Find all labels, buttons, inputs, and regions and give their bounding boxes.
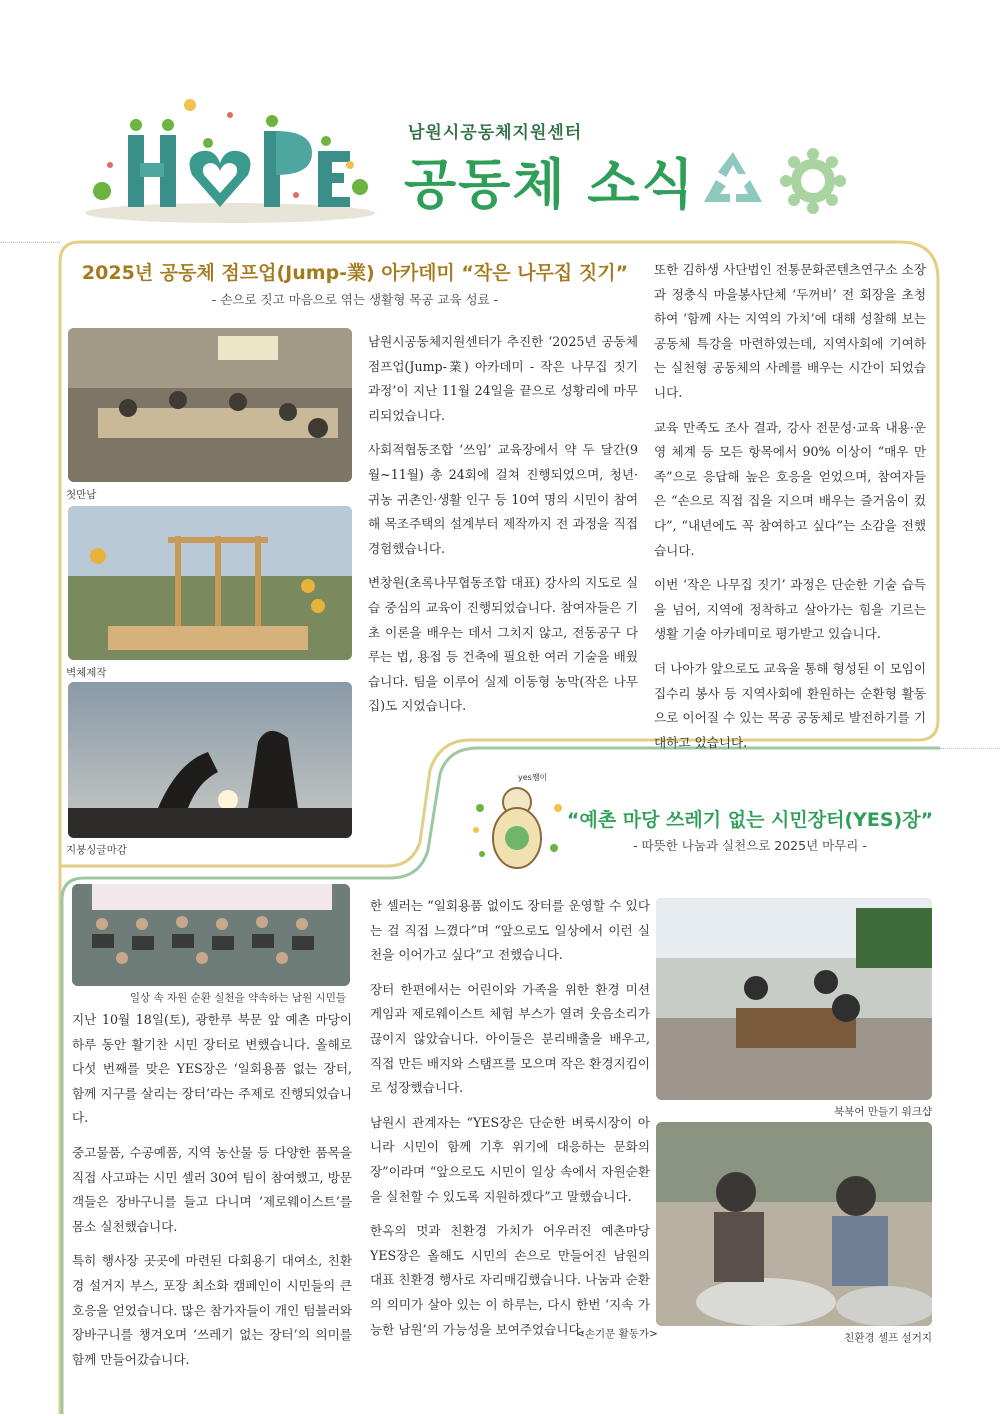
article2-column2 xyxy=(370,894,650,1352)
divider xyxy=(940,748,1000,749)
photo-caption: 지붕싱글마감 xyxy=(66,844,127,856)
byline: <손기문 활동가> xyxy=(576,1328,658,1340)
photo-caption: 벽체제작 xyxy=(66,667,107,679)
article1-title: 2025년 공동체 점프업(Jump-業) 아카데미 “작은 나무집 짓기” xyxy=(81,262,629,284)
photo-wall-build xyxy=(68,506,352,660)
paragraph: 장터 한편에서는 어린이와 가족을 위한 환경 미션 게임과 제로웨이스트 체험 부스가 열려 웃음소리가 끊이지 않았습니다. 아이들은 분리배출을 배우고, 직접 만든 배지와 스탬프를 모으며 작은 환경지킴이로 성장했습니다. xyxy=(370,981,650,1096)
paragraph: 이번 ‘작은 나무집 짓기’ 과정은 단순한 기술 습득을 넘어, 지역에 정착하고 살아가는 힘을 기르는 생활 기술 아카데미로 평가받고 있습니다. xyxy=(654,577,926,642)
photo-first-meeting xyxy=(68,328,352,482)
article1-column1 xyxy=(368,330,638,729)
gear-icon xyxy=(780,148,846,214)
paragraph: 남원시공동체지원센터가 추진한 ‘2025년 공동체 점프업(Jump-業) 아카데미 - 작은 나무집 짓기 과정’이 지난 11월 24일을 끝으로 성황리에 마무리되었습니다. xyxy=(368,334,638,423)
paragraph: 지난 10월 18일(토), 광한루 북문 앞 예촌 마당이 하루 동안 활기찬 시민 장터로 변했습니다. 올해로 다섯 번째를 맞은 YES장은 ‘일회용품 없는 장터, 함께 지구를 살리는 장터’라는 주제로 진행되었습니다. xyxy=(72,1012,352,1126)
paragraph: 교육 만족도 조사 결과, 강사 전문성·교육 내용·운영 체계 등 모든 항목에서 90% 이상이 “매우 만족”으로 응답해 높은 호응을 얻었으며, 참여자들은 “손으로 직접 집을 지으며 배우는 즐거움이 컸다”, “내년에도 꼭 참여하고 싶다”는 소감을 전했습니다. xyxy=(654,419,926,558)
article2-subtitle: - 따뜻한 나눔과 실천으로 2025년 마무리 - xyxy=(633,838,867,853)
paragraph: 더 나아가 앞으로도 교육을 통해 형성된 이 모임이 집수리 봉사 등 지역사회에 환원하는 순환형 활동으로 이어질 수 있는 목공 공동체로 발전하기를 기대하고 있습니다. xyxy=(654,660,926,750)
article2-title: “예촌 마당 쓰레기 없는 시민장터(YES)장” xyxy=(566,809,934,831)
photo-citizens-pledge xyxy=(72,884,350,986)
org-name: 남원시공동체지원센터 xyxy=(408,123,583,143)
divider xyxy=(0,242,60,243)
main-title: 공동체 소식 xyxy=(404,153,696,216)
recycle-icon xyxy=(702,150,764,206)
paragraph: 남원시 관계자는 “YES장은 단순한 벼룩시장이 아니라 시민이 함께 기후 위기에 대응하는 문화의 장”이라며 “앞으로도 시민이 일상 속에서 자원순환을 실천할 수 있도록 지원하겠다”고 말했습니다. xyxy=(370,1114,650,1204)
mascot-label: yes쨈이 xyxy=(518,773,548,782)
paragraph: 또한 김하생 사단법인 전통문화콘텐츠연구소 소장과 정충식 마을봉사단체 ‘두꺼비’ 전 회장을 초청하여 ‘함께 사는 지역의 가치’에 대해 성찰해 보는 공동체 특강을 마련하였는데, 지역사회에 기여하는 실천형 공동체의 사례를 배우는 시간이 되었습니다. xyxy=(654,262,926,400)
article1-subtitle: - 손으로 짓고 마음으로 엮는 생활형 목공 교육 성료 - xyxy=(211,292,499,307)
photo-self-dishwashing xyxy=(656,1122,932,1326)
paragraph: 한 셀러는 “일회용품 없이도 장터를 운영할 수 있다는 걸 직접 느꼈다”며 “앞으로도 일상에서 이런 실천을 이어가고 싶다”고 전했습니다. xyxy=(370,898,650,963)
article1-column2 xyxy=(654,258,926,765)
photo-caption: 일상 속 자원 순환 실천을 약속하는 남원 시민들 xyxy=(129,992,346,1004)
photo-caption: 북북어 만들기 워크샵 xyxy=(834,1106,932,1118)
photo-workshop xyxy=(656,898,932,1100)
paragraph: 한옥의 멋과 친환경 가치가 어우러진 예촌마당 YES장은 올해도 시민의 손으로 만들어진 남원의 대표 친환경 행사로 자리매김했습니다. 나눔과 순환의 의미가 살아 있는 이 하루는, 다시 한번 ‘지속 가능한 남원’의 가능성을 보여주었습니다. xyxy=(370,1223,650,1337)
paragraph: 사회적협동조합 ‘쓰임’ 교육장에서 약 두 달간(9월~11월) 총 24회에 걸쳐 진행되었으며, 청년·귀농 귀촌인·생활 인구 등 10여 명의 시민이 참여해 목조주택의 설계부터 제작까지 전 과정을 직접 경험했습니다. xyxy=(368,442,638,556)
hope-logo xyxy=(80,95,380,225)
article2-column1 xyxy=(72,1008,352,1382)
photo-roof-shingle xyxy=(68,682,352,838)
yes-mascot xyxy=(462,768,572,878)
paragraph: 변창원(초록나무협동조합 대표) 강사의 지도로 실습 중심의 교육이 진행되었습니다. 참여자들은 기초 이론을 배우는 데서 그치지 않고, 전동공구 다루는 법, 용접 등 건축에 필요한 여러 기술을 배웠습니다. 팀을 이루어 실제 이동형 농막(작은 나무집)도 지었습니다. xyxy=(368,575,638,714)
paragraph: 중고물품, 수공예품, 지역 농산물 등 다양한 품목을 직접 사고파는 시민 셀러 30여 팀이 참여했고, 방문객들은 장바구니를 들고 다니며 ‘제로웨이스트’를 몸소 실천했습니다. xyxy=(72,1144,352,1234)
photo-caption: 친환경 셀프 설거지 xyxy=(844,1332,932,1344)
photo-caption: 첫만남 xyxy=(66,489,97,501)
paragraph: 특히 행사장 곳곳에 마련된 다회용기 대여소, 친환경 설거지 부스, 포장 최소화 캠페인이 시민들의 큰 호응을 얻었습니다. 많은 참가자들이 개인 텀블러와 장바구니를 챙겨오며 ‘쓰레기 없는 장터’의 의미를 함께 만들어갔습니다. xyxy=(72,1253,352,1367)
